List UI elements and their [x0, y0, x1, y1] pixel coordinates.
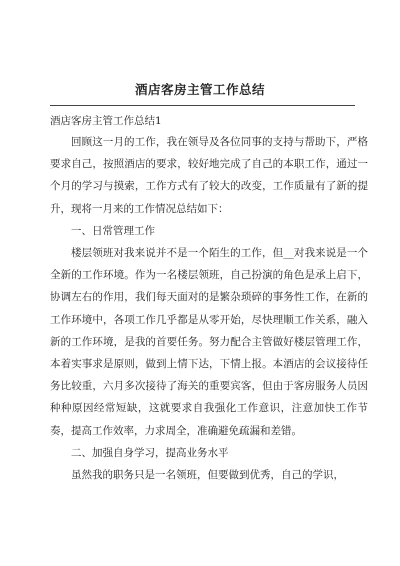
daily-management-paragraph: 楼层领班对我来说并不是一个陌生的工作，但__对我来说是一个全新的工作环境。作为一名楼层领班，自己扮演的角色是承上启下，协调左右的作用，我们每天面对的是繁杂琐碎的事务性工作，在新的工作环境中，各项工作几乎都是从零开始，尽快理顺工作关系，融入新的工作环境，是我的首要任务。努力配合主管做好楼层管理工作，本着实事求是原则，做到上情下达，下情上报。本酒店的会议接待任务比较重，六月多次接待了海关的重要宾客，但由于客房服务人员因种种原因经常短缺，这就要求自我强化工作意识，注意加快工作节奏，提高工作效率，力求周全，准确避免疏漏和差错。	[50, 247, 368, 437]
section-subtitle: 酒店客房主管工作总结1	[50, 115, 162, 127]
title-divider	[50, 105, 355, 106]
intro-paragraph: 回顾这一月的工作，我在领导及各位同事的支持与帮助下，严格要求自己，按照酒店的要求，较好地完成了自己的本职工作，通过一个月的学习与摸索，工作方式有了较大的改变，工作质量有了新的提升，现将一月来的工作情况总结如下：	[50, 136, 368, 215]
section-heading-self-study: 二、加强自身学习，提高业务水平	[71, 446, 229, 459]
document-body	[50, 131, 368, 486]
document-title: 酒店客房主管工作总结	[134, 82, 265, 97]
section-heading-daily-management: 一、日常管理工作	[71, 224, 155, 237]
self-study-paragraph: 虽然我的职务只是一名领班，但要做到优秀，自己的学识，	[71, 469, 344, 482]
